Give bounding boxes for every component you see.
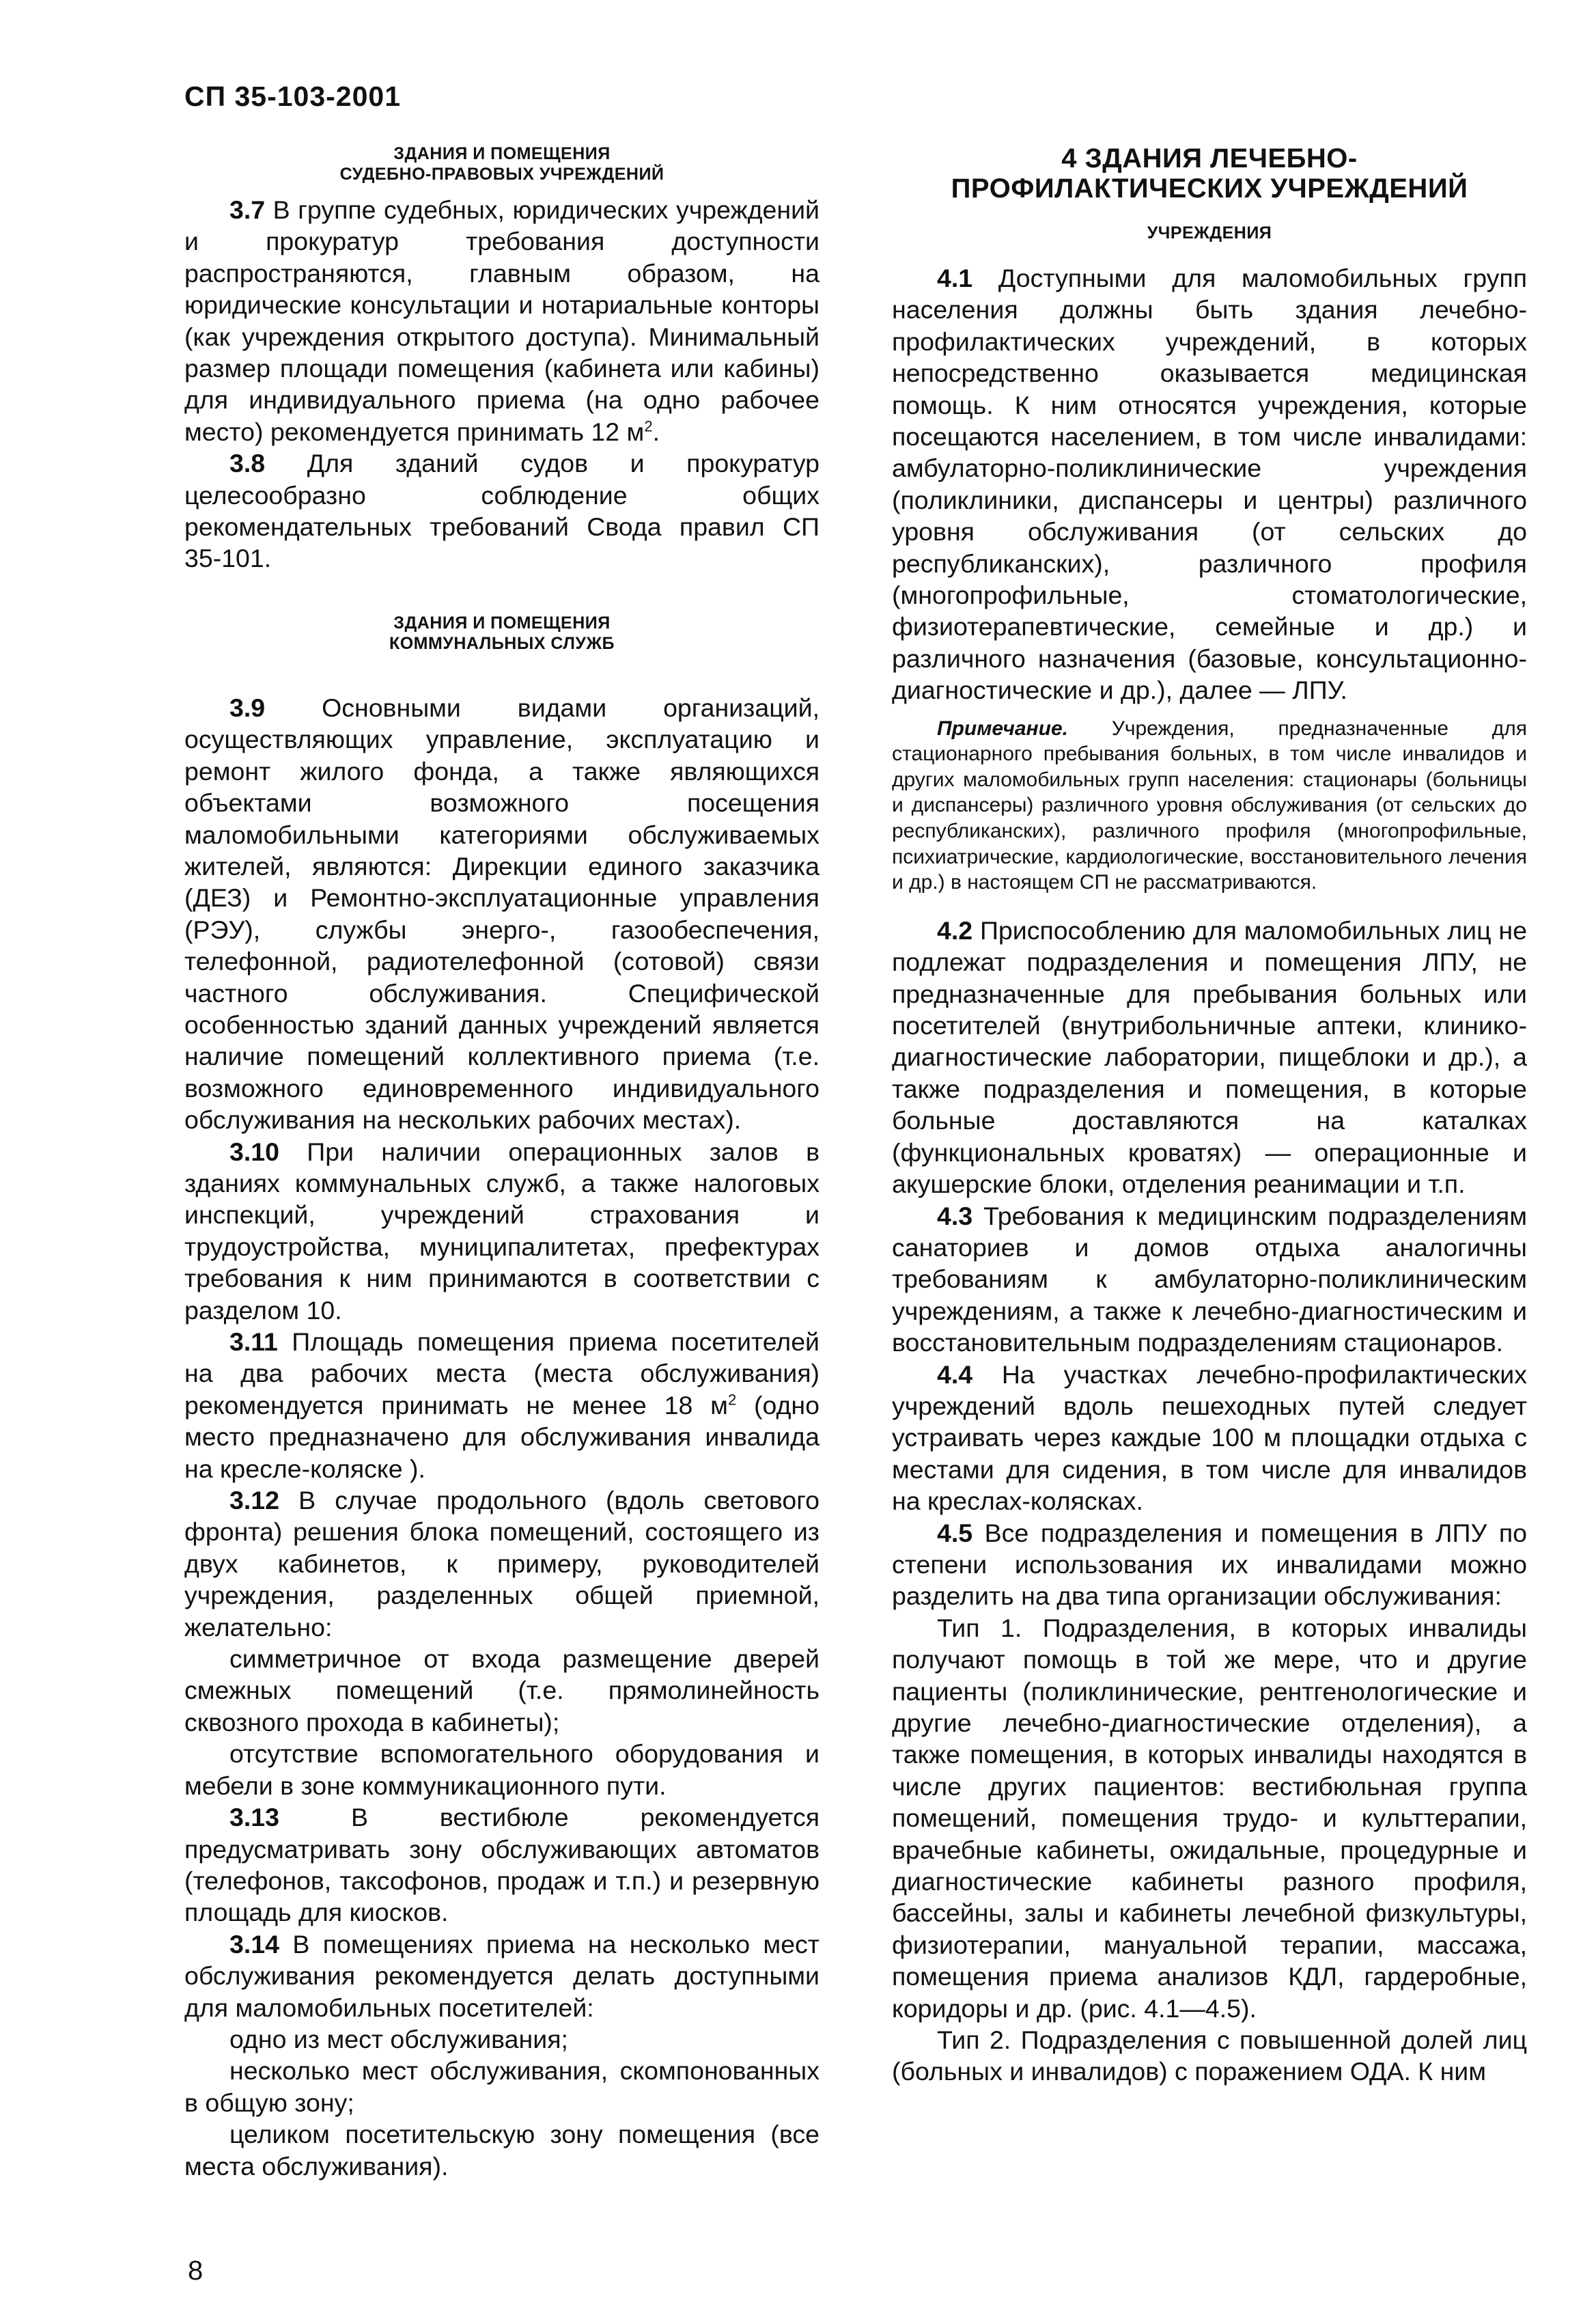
paragraph-4-5: 4.5 Все подразделения и помещения в ЛПУ по степени использования их инвалидами можно разделить на два типа организации обслуживания:: [892, 1518, 1527, 1611]
paragraph-type-2: Тип 2. Подразделения с повышенной долей лиц (больных и инвалидов) с поражением ОДА. К ним: [892, 2025, 1527, 2086]
paragraph-4-2: 4.2 Приспособлению для маломобильных лиц не подлежат подразделения и помещения ЛПУ, не предназначенные для пребывания больных или посетителей (внутрибольничные аптеки, клинико-диагностические лаборатории, пищеблоки и др.), а также подразделения и помещения, в которые больные доставляются на каталках (функциональных кроватях) — операционные и акушерские блоки, отделения реанимации и т.п.: [892, 915, 1527, 1199]
section-heading-communal: ЗДАНИЯ И ПОМЕЩЕНИЯ КОММУНАЛЬНЫХ СЛУЖБ: [389, 613, 615, 653]
paragraph-4-1: 4.1 Доступными для маломобильных групп населения должны быть здания лечебно-профилактических учреждений, в которых непосредственно оказывается медицинская помощь. К ним относятся учреждения, которые посещаются населением, в том числе инвалидами: амбулаторно-поликлинические учреждения (поликлиники, диспансеры и центры) различного уровня обслуживания (от сельских до республиканских), различного профиля (многопрофильные, стоматологические, физиотерапевтические, семейные и др.) и различного назначения (базовые, консультационно-диагностические и др.), далее — ЛПУ.: [892, 264, 1527, 705]
paragraph-3-9: 3.9 Основными видами организаций, осуществляющих управление, эксплуатацию и ремонт жилого фонда, а также являющихся объектами возможного посещения маломобильными категориями обслуживаемых жителей, являются: Дирекции единого заказчика (ДЕЗ) и Ремонтно-эксплуатационные управления (РЭУ), службы энерго-, газообеспечения, телефонной, радиотелефонной (сотовой) связи частного обслуживания. Специфической особенностью зданий данных учреждений является наличие помещений коллективного приема (т.е. возможного единовременного индивидуального обслуживания на нескольких рабочих местах).: [184, 693, 820, 1135]
list-item-3-14-b: несколько мест обслуживания, скомпонованных в общую зону;: [184, 2056, 820, 2117]
paragraph-3-10: 3.10 При наличии операционных залов в зданиях коммунальных служб, а также налоговых инспекций, учреждений страхования и трудоустройства, муниципалитетах, префектурах требования к ним принимаются в соответствии с разделом 10.: [184, 1137, 820, 1325]
section-heading-judicial: ЗДАНИЯ И ПОМЕЩЕНИЯ СУДЕБНО-ПРАВОВЫХ УЧРЕЖДЕНИЙ: [339, 144, 664, 184]
list-item-3-12-b: отсутствие вспомогательного оборудования и мебели в зоне коммуникационного пути.: [184, 1739, 820, 1800]
chapter-heading: 4 ЗДАНИЯ ЛЕЧЕБНО- ПРОФИЛАКТИЧЕСКИХ УЧРЕЖДЕНИЙ: [951, 143, 1468, 204]
paragraph-3-14: 3.14 В помещениях приема на несколько мест обслуживания рекомендуется делать доступными для маломобильных посетителей:: [184, 1929, 820, 2022]
left-column: [184, 143, 820, 2182]
paragraph-3-13: 3.13 В вестибюле рекомендуется предусматривать зону обслуживающих автоматов (телефонов, таксофонов, продаж и т.п.) и резервную площадь для киосков.: [184, 1803, 820, 1927]
list-item-3-12-a: симметричное от входа размещение дверей смежных помещений (т.е. прямолинейность сквозного прохода в кабинеты);: [184, 1644, 820, 1737]
paragraph-4-4: 4.4 На участках лечебно-профилактических учреждений вдоль пешеходных путей следует устраивать через каждые 100 м площадки отдыха с местами для сидения, в том числе для инвалидов на креслах-колясках.: [892, 1359, 1527, 1516]
note-paragraph: Примечание. Учреждения, предназначенные для стационарного пребывания больных, в том числе инвалидов и других маломобильных групп населения: стационары (больницы и диспансеры) различного уровня обслуживания (от сельских до республиканских), различного профиля (многопрофильные, психиатрические, кардиологические, восстановительного лечения и др.) в настоящем СП не рассматриваются.: [892, 717, 1527, 894]
list-item-3-14-c: целиком посетительскую зону помещения (все места обслуживания).: [184, 2120, 820, 2181]
paragraph-3-11: 3.11 Площадь помещения приема посетителей на два рабочих места (места обслуживания) рекомендуется принимать не менее 18 $м^2$ (одно место предназначено для обслуживания инвалида на кресле-коляске ).: [184, 1327, 820, 1483]
right-column: [892, 143, 1527, 2088]
list-item-3-14-a: одно из мест обслуживания;: [229, 2024, 568, 2053]
paragraph-3-8: 3.8 Для зданий судов и прокуратур целесообразно соблюдение общих рекомендательных требований Свода правил СП 35-101.: [184, 449, 820, 573]
paragraph-4-3: 4.3 Требования к медицинским подразделениям санаториев и домов отдыха аналогичны требованиям к амбулаторно-поликлиническим учреждениям, а также к лечебно-диагностическим и восстановительным подразделениям стационаров.: [892, 1201, 1527, 1357]
section-heading-institutions: УЧРЕЖДЕНИЯ: [1147, 223, 1272, 243]
document-code-header: СП 35-103-2001: [184, 81, 401, 112]
paragraph-3-12: 3.12 В случае продольного (вдоль светового фронта) решения блока помещений, состоящего из двух кабинетов, к примеру, руководителей учреждения, разделенных общей приемной, желательно:: [184, 1486, 820, 1642]
page-number: 8: [188, 2256, 204, 2286]
paragraph-type-1: Тип 1. Подразделения, в которых инвалиды получают помощь в той же мере, что и другие пациенты (поликлинические, рентгенологические и другие лечебно-диагностические отделения), а также помещения, в которых инвалиды находятся в числе других пациентов: вестибюльная группа помещений, помещения трудо- и культтерапии, врачебные кабинеты, ожидальные, процедурные и диагностические кабинеты разного профиля, бассейны, залы и кабинеты лечебной физкультуры, физиотерапии, мануальной терапии, массажа, помещения приема анализов КДЛ, гардеробные, коридоры и др. (рис. 4.1—4.5).: [892, 1613, 1527, 2023]
paragraph-3-7: 3.7 В группе судебных, юридических учреждений и прокуратур требования доступности распространяются, главным образом, на юридические консультации и нотариальные конторы (как учреждения открытого доступа). Минимальный размер площади помещения (кабинета или кабины) для индивидуального приема (на одно рабочее место) рекомендуется принимать 12 $м^2$.: [184, 195, 820, 446]
